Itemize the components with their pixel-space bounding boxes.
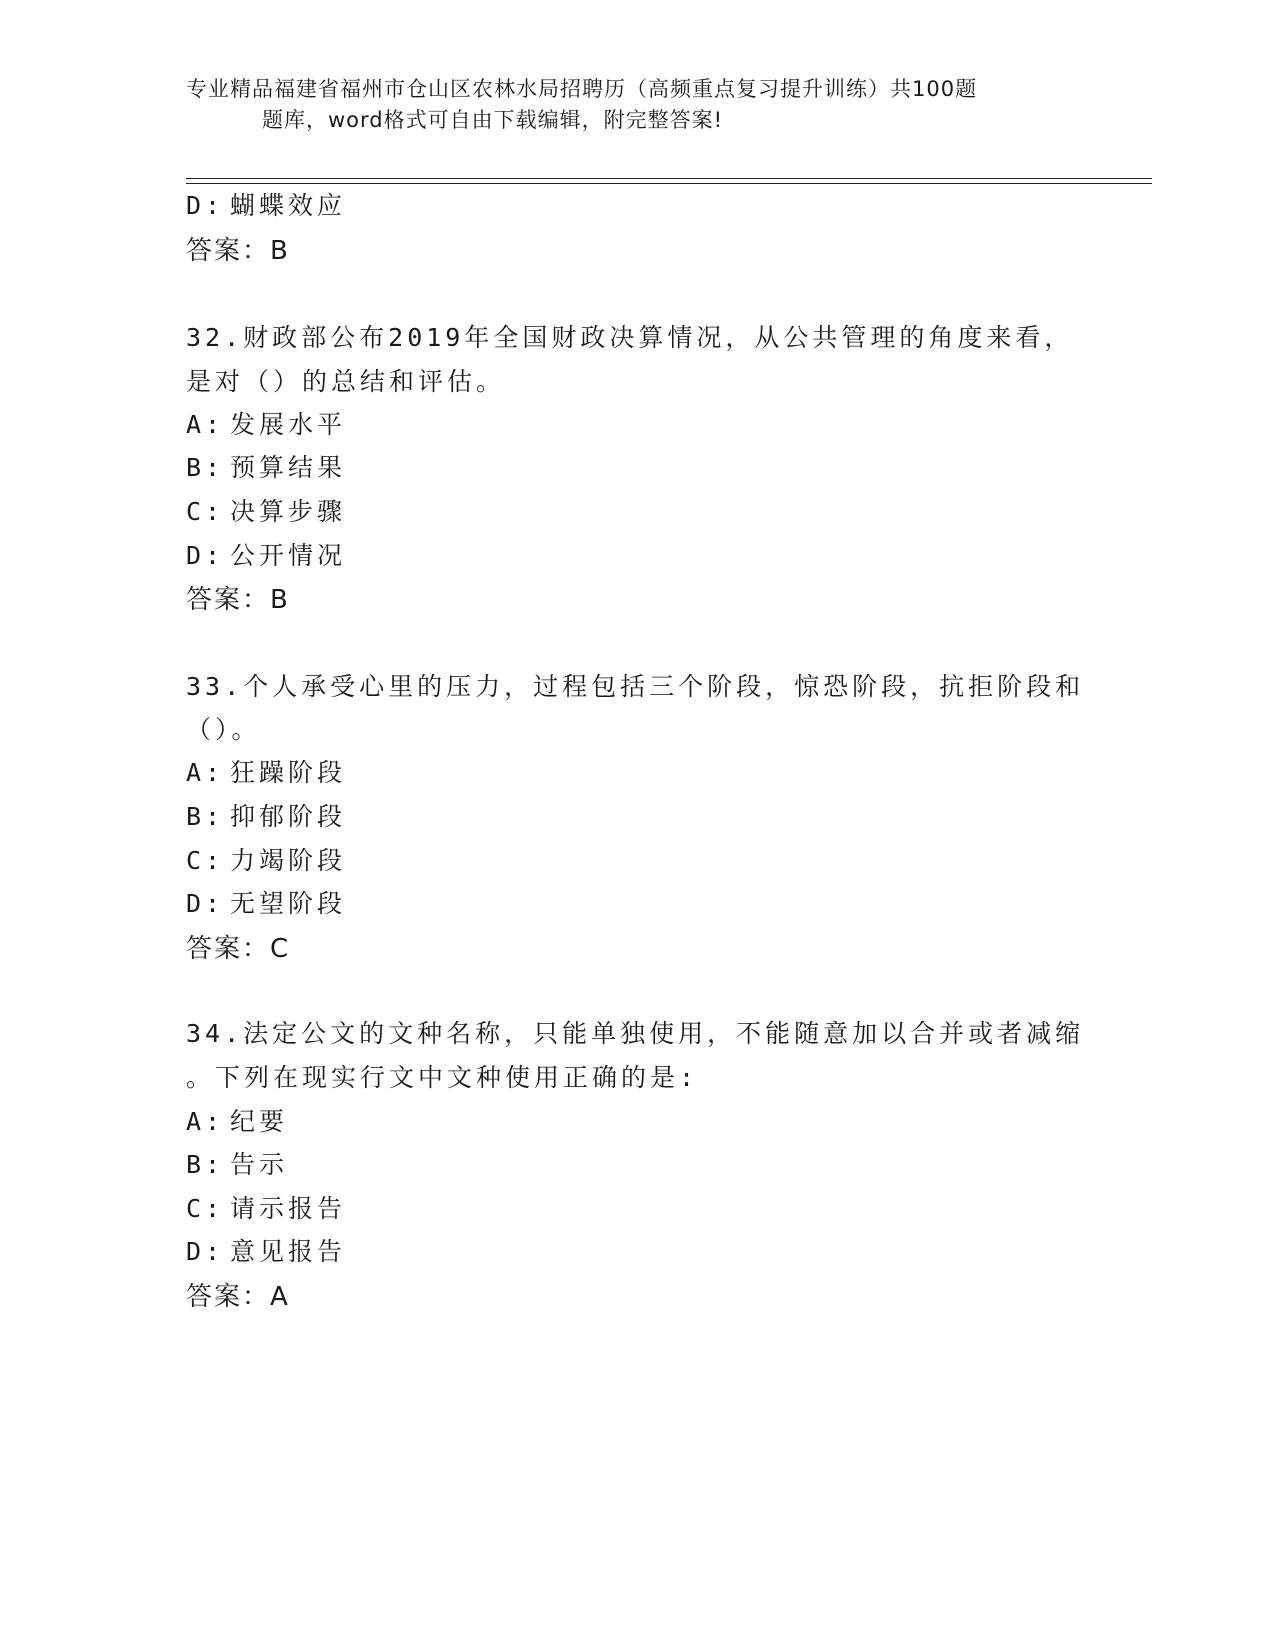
- option-text: 请示报告: [230, 1194, 347, 1223]
- option-key: B:: [186, 1150, 225, 1179]
- option-text: 无望阶段: [230, 889, 347, 918]
- option-text: 力竭阶段: [230, 846, 347, 875]
- header-title-line-2: 题库，word格式可自由下载编辑，附完整答案!: [262, 108, 724, 132]
- option-key: B:: [186, 802, 225, 831]
- q32-stem-line-2: 是对（）的总结和评估。: [186, 367, 506, 396]
- option-key: D:: [186, 1237, 225, 1266]
- option-key: C:: [186, 497, 225, 526]
- q34-option-b: [186, 1145, 288, 1181]
- option-key: D:: [186, 541, 225, 570]
- q34-option-c: [186, 1189, 346, 1225]
- option-text: 公开情况: [230, 541, 347, 570]
- q32-option-a: [186, 405, 346, 441]
- q34-stem-line-2: 。下列在现实行文中文种使用正确的是:: [186, 1063, 699, 1092]
- option-text: 蝴蝶效应: [230, 191, 347, 220]
- q32-answer: 答案：B: [186, 585, 290, 615]
- option-key: D:: [186, 889, 225, 918]
- option-text: 决算步骤: [230, 497, 347, 526]
- q34-stem-line-1: 34.法定公文的文种名称，只能单独使用，不能随意加以合并或者减缩: [186, 1019, 1085, 1048]
- q33-option-a: [186, 753, 346, 789]
- q33-stem-line-2: （）。: [186, 715, 261, 744]
- prev-option-d: [186, 186, 346, 222]
- q33-answer: 答案：C: [186, 934, 291, 964]
- option-text: 纪要: [230, 1107, 289, 1136]
- header-divider-top: [186, 178, 1152, 179]
- option-key: A:: [186, 410, 225, 439]
- q32-option-d: [186, 536, 346, 572]
- option-key: C:: [186, 846, 225, 875]
- option-key: D:: [186, 191, 225, 220]
- document-header: [186, 74, 1086, 136]
- option-key: A:: [186, 1107, 225, 1136]
- q33-option-c: [186, 841, 346, 877]
- q34-option-a: [186, 1102, 288, 1138]
- header-title-line-1: 专业精品福建省福州市仓山区农林水局招聘历（高频重点复习提升训练）共100题: [186, 77, 978, 101]
- option-text: 狂躁阶段: [230, 758, 347, 787]
- header-divider-bottom: [186, 183, 1152, 184]
- q32-option-b: [186, 448, 346, 484]
- q32-option-c: [186, 492, 346, 528]
- option-key: C:: [186, 1194, 225, 1223]
- q32-stem-line-1: 32.财政部公布2019年全国财政决算情况，从公共管理的角度来看，: [186, 323, 1074, 352]
- option-text: 意见报告: [230, 1237, 347, 1266]
- option-text: 预算结果: [230, 453, 347, 482]
- option-text: 发展水平: [230, 410, 347, 439]
- option-key: A:: [186, 758, 225, 787]
- option-text: 告示: [230, 1150, 289, 1179]
- q34-option-d: [186, 1232, 346, 1268]
- q33-option-d: [186, 884, 346, 920]
- option-text: 抑郁阶段: [230, 802, 347, 831]
- q33-option-b: [186, 797, 346, 833]
- prev-answer: 答案：B: [186, 236, 290, 266]
- q33-stem-line-1: 33.个人承受心里的压力，过程包括三个阶段，惊恐阶段，抗拒阶段和: [186, 672, 1085, 701]
- option-key: B:: [186, 453, 225, 482]
- q34-answer: 答案：A: [186, 1282, 290, 1312]
